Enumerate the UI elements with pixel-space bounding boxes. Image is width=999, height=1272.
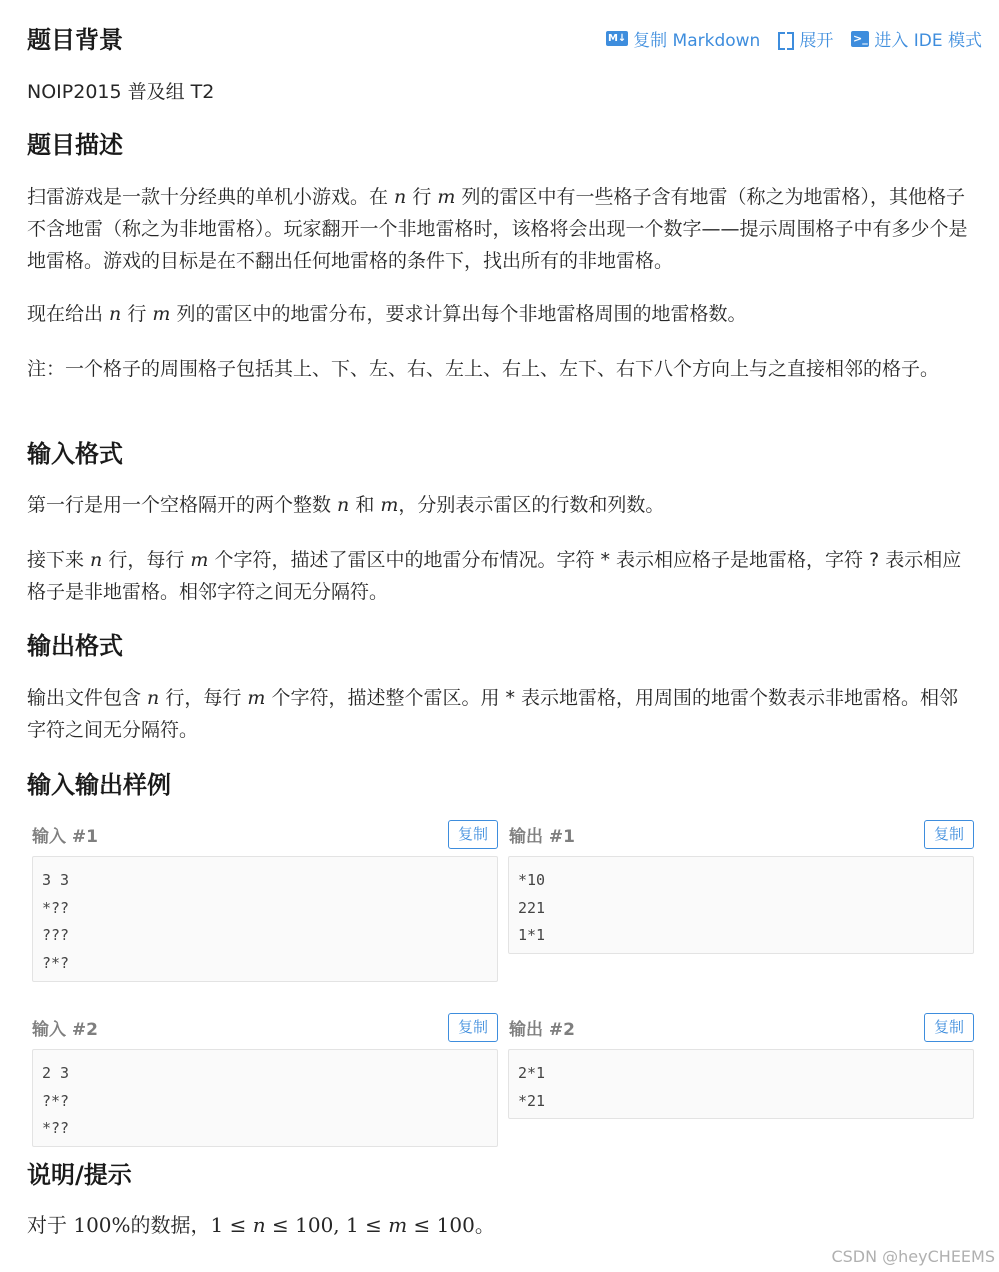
copy-input-1-button[interactable]: 复制: [448, 820, 498, 849]
math-n: n: [337, 494, 350, 516]
math-n: n: [147, 687, 160, 709]
problem-toolbar: [606, 26, 982, 51]
input-format-paragraph-1: 第一行是用一个空格隔开的两个整数 n 和 m，分别表示雷区的行数和列数。: [27, 494, 665, 516]
copy-input-2-button[interactable]: 复制: [448, 1013, 498, 1042]
input-format-paragraph-2: 接下来 n 行，每行 m 个字符，描述了雷区中的地雷分布情况。字符 * 表示相应格子是地雷格，字符 ? 表示相应格子是非地雷格。相邻字符之间无分隔符。: [27, 549, 962, 603]
math-percent: 100%: [73, 1213, 131, 1237]
math-n: n: [252, 1213, 266, 1237]
math-n: n: [90, 549, 103, 571]
description-note: 注：一个格子的周围格子包括其上、下、左、右、左上、右上、左下、右下八个方向上与之直接相邻的格子。: [27, 358, 940, 380]
background-text: NOIP2015 普及组 T2: [27, 81, 215, 103]
description-paragraph-1: 扫雷游戏是一款十分经典的单机小游戏。在 n 行 m 列的雷区中有一些格子含有地雷（称之为地雷格），其他格子不含地雷（称之为非地雷格）。玩家翻开一个非地雷格时，该格将会出现一个数字——提示周围格子中有多少个是地雷格。游戏的目标是在不翻出任何地雷格的条件下，找出所有的非地雷格。: [27, 186, 968, 272]
copy-markdown-label: 复制 Markdown: [633, 31, 761, 51]
math-m: m: [190, 549, 209, 571]
description-heading: 题目描述: [27, 131, 123, 159]
expand-button[interactable]: [778, 26, 833, 51]
input-format-heading: 输入格式: [27, 440, 123, 468]
markdown-icon: M↓: [607, 33, 627, 44]
csdn-watermark: CSDN @heyCHEEMS: [831, 1247, 995, 1266]
output-format-heading: 输出格式: [27, 632, 123, 660]
hint-paragraph: 对于 100%的数据，1 ≤ n ≤ 100, 1 ≤ m ≤ 100。: [27, 1213, 495, 1237]
description-paragraph-2: 现在给出 n 行 m 列的雷区中的地雷分布，要求计算出每个非地雷格周围的地雷格数。: [27, 303, 747, 325]
copy-markdown-button[interactable]: [606, 26, 760, 51]
ide-mode-label: 进入 IDE 模式: [874, 31, 982, 51]
sample-output-1-code[interactable]: *10 221 1*1: [508, 856, 974, 954]
sample-input-1-code[interactable]: 3 3 *?? ??? ?*?: [32, 856, 498, 982]
expand-label: 展开: [799, 31, 834, 51]
sample-input-1-label: 输入 #1: [32, 827, 98, 847]
copy-output-1-button[interactable]: 复制: [924, 820, 974, 849]
sample-input-2-code[interactable]: 2 3 ?*? *??: [32, 1049, 498, 1147]
math-m: m: [388, 1213, 408, 1237]
sample-output-2-label: 输出 #2: [509, 1020, 575, 1040]
math-n: n: [109, 303, 122, 325]
background-heading: 题目背景: [27, 26, 123, 54]
sample-output-1-label: 输出 #1: [509, 827, 575, 847]
math-m: m: [152, 303, 171, 325]
expand-icon: [778, 31, 794, 47]
math-n: n: [394, 186, 407, 208]
ide-mode-button[interactable]: [851, 26, 982, 51]
math-m: m: [247, 687, 266, 709]
math-m: m: [380, 494, 399, 516]
math-m: m: [437, 186, 456, 208]
copy-output-2-button[interactable]: 复制: [924, 1013, 974, 1042]
hint-heading: 说明/提示: [27, 1161, 132, 1189]
sample-output-2-code[interactable]: 2*1 *21: [508, 1049, 974, 1119]
samples-heading: 输入输出样例: [27, 771, 171, 799]
sample-input-2-label: 输入 #2: [32, 1020, 98, 1040]
output-format-paragraph: 输出文件包含 n 行，每行 m 个字符，描述整个雷区。用 * 表示地雷格，用周围的地雷个数表示非地雷格。相邻字符之间无分隔符。: [27, 687, 959, 741]
terminal-icon: >_: [852, 31, 868, 45]
